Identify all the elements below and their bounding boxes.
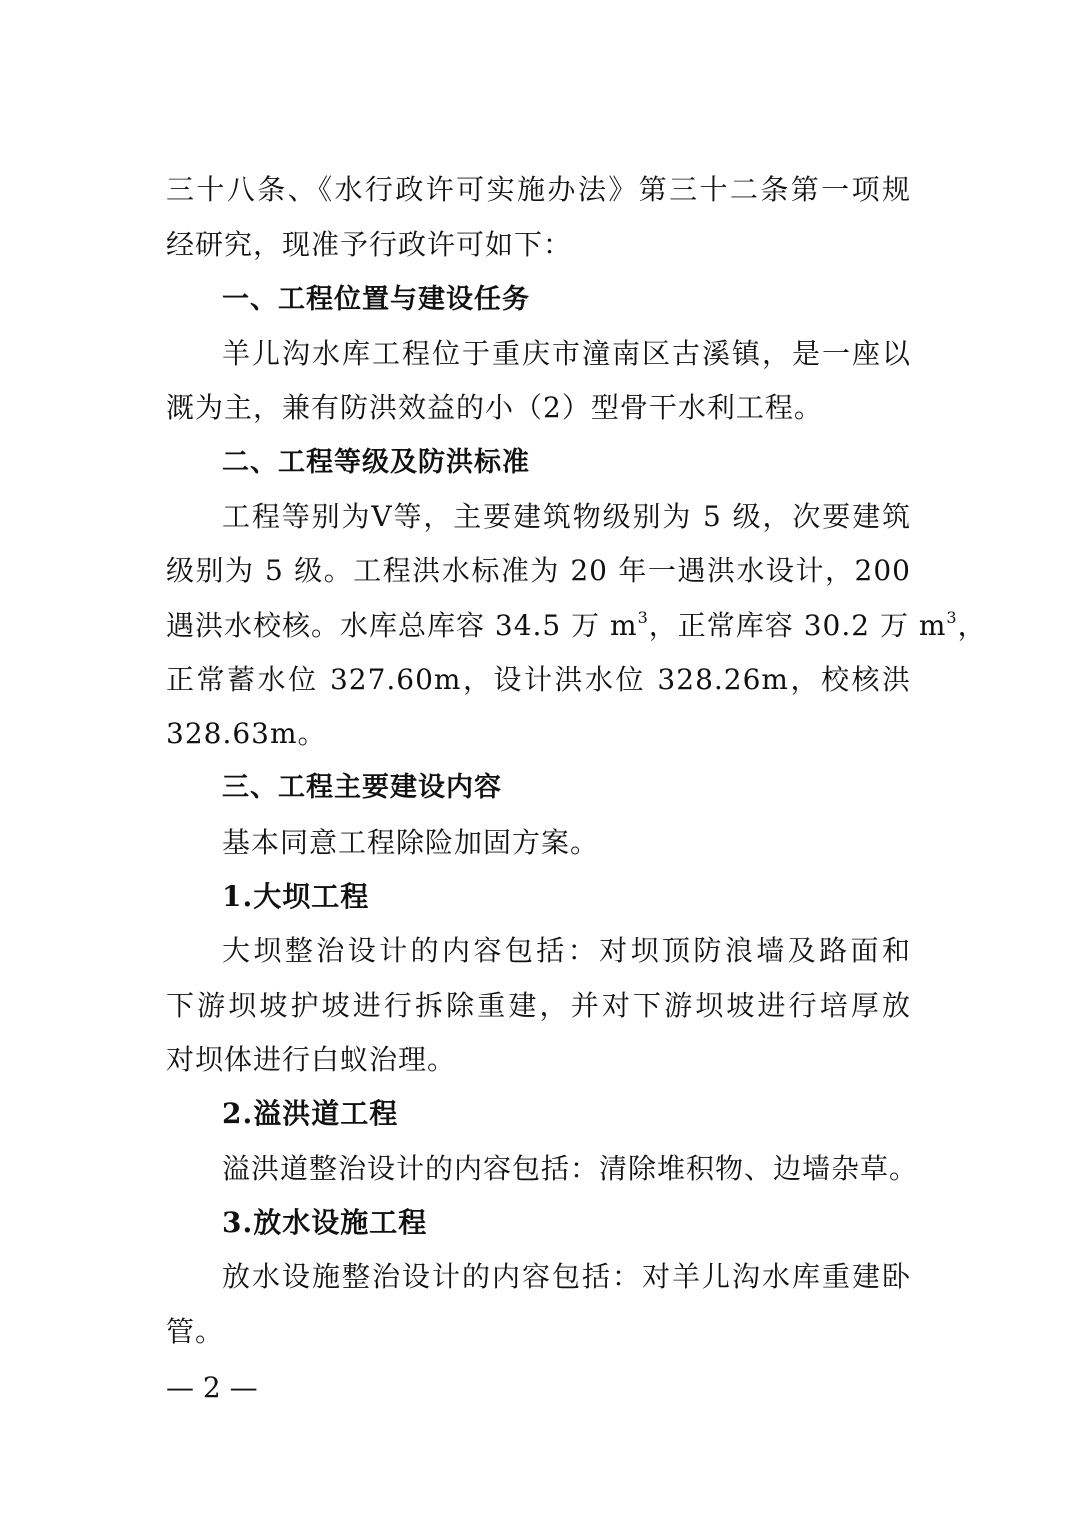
capacity-normal-text: ，正常库容 30.2 万 m	[648, 609, 947, 642]
capacity-total-text: 遇洪水校核。水库总库容 34.5 万 m	[166, 609, 638, 642]
item-1-title: 1.大坝工程	[222, 880, 370, 913]
section-2-line-5: 328.63m。	[166, 717, 327, 750]
intro-line-2: 经研究，现准予行政许可如下：	[166, 228, 573, 261]
section-1-line-1: 羊儿沟水库工程位于重庆市潼南区古溪镇，是一座以	[222, 337, 911, 370]
item-1-line-3: 对坝体进行白蚁治理。	[166, 1043, 457, 1076]
item-3-title: 3.放水设施工程	[222, 1206, 428, 1239]
section-1-line-2: 溉为主，兼有防洪效益的小（2）型骨干水利工程。	[166, 391, 823, 424]
section-2-heading: 二、工程等级及防洪标准	[222, 447, 530, 478]
section-2-line-4: 正常蓄水位 327.60m，设计洪水位 328.26m，校核洪	[166, 663, 911, 696]
section-3-summary: 基本同意工程除险加固方案。	[222, 826, 600, 859]
section-2-line-3	[166, 606, 987, 646]
item-2-title: 2.溢洪道工程	[222, 1097, 399, 1130]
cubic-superscript: 3	[637, 608, 649, 627]
item-1-line-1: 大坝整治设计的内容包括：对坝顶防浪墙及路面和	[222, 934, 911, 967]
comma-text: ，	[957, 609, 987, 642]
item-1-line-2: 下游坝坡护坡进行拆除重建，并对下游坝坡进行培厚放	[166, 989, 911, 1022]
cubic-superscript: 3	[946, 608, 958, 627]
item-2-line-1: 溢洪道整治设计的内容包括：清除堆积物、边墙杂草。	[222, 1152, 919, 1185]
item-3-line-2: 管。	[166, 1315, 225, 1348]
section-3-heading: 三、工程主要建设内容	[222, 772, 502, 803]
section-1-heading: 一、工程位置与建设任务	[222, 284, 530, 315]
item-3-line-1: 放水设施整治设计的内容包括：对羊儿沟水库重建卧	[222, 1260, 911, 1293]
page-number: — 2 —	[166, 1371, 258, 1404]
section-2-line-2: 级别为 5 级。工程洪水标准为 20 年一遇洪水设计，200	[166, 554, 911, 587]
intro-line-1: 三十八条、《水行政许可实施办法》第三十二条第一项规	[166, 173, 911, 206]
section-2-line-1: 工程等别为Ⅴ等，主要建筑物级别为 5 级，次要建筑	[222, 500, 911, 533]
